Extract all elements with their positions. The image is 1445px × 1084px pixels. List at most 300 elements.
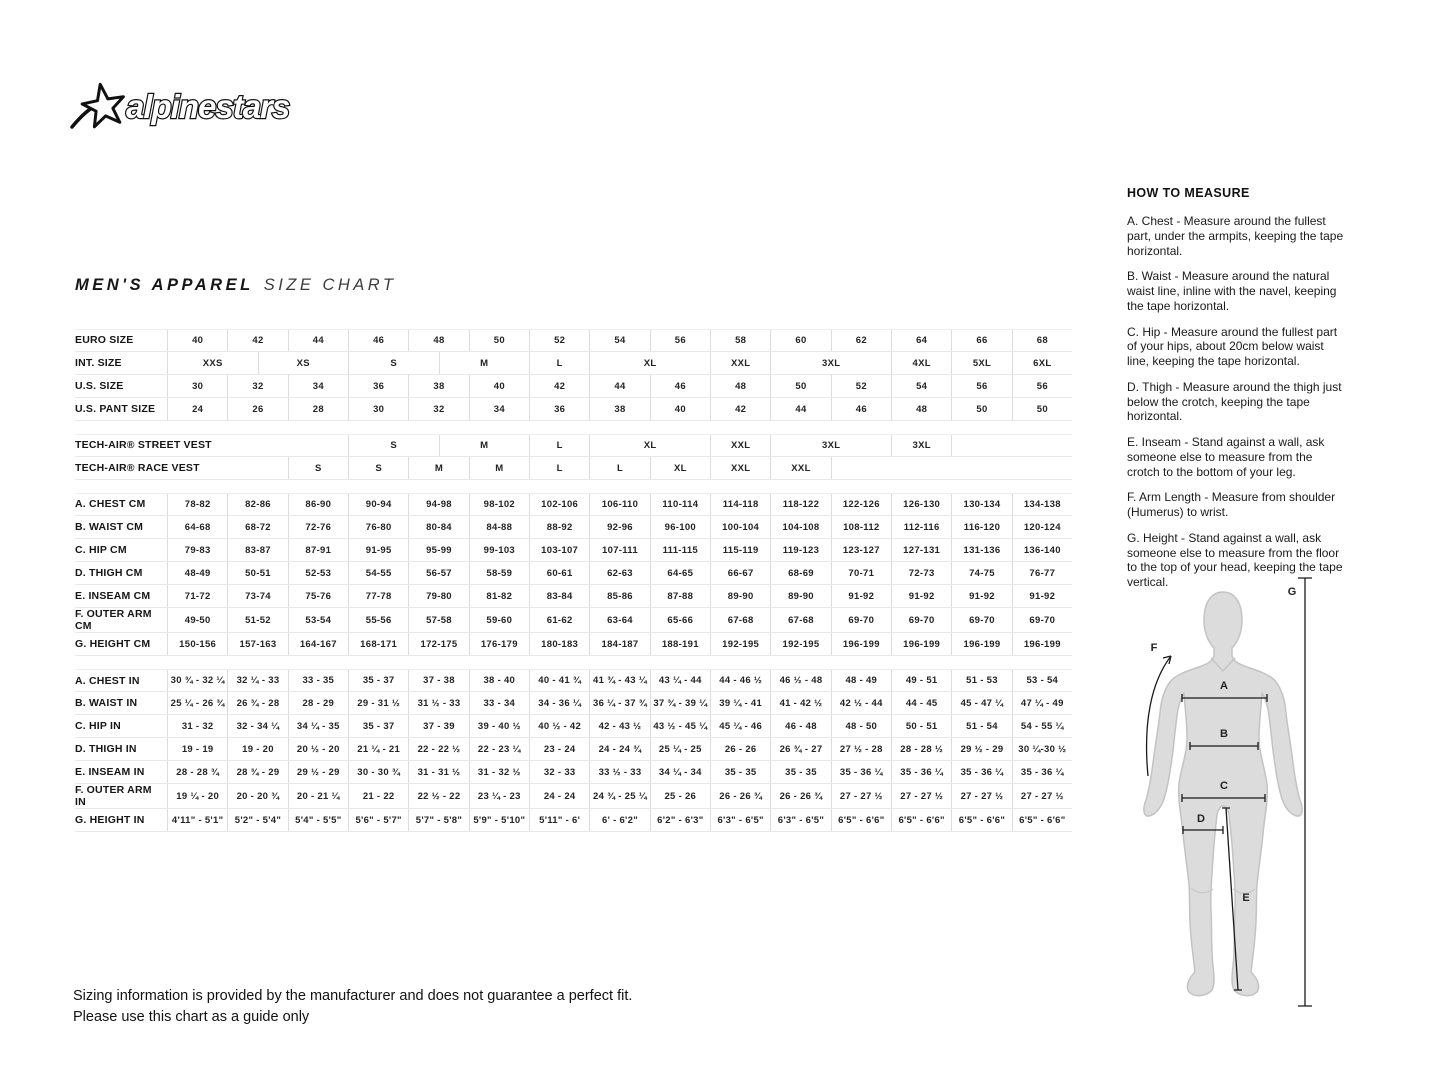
table-cell: 36 ¼ - 37 ¾ — [589, 692, 649, 714]
table-cell: 38 — [589, 398, 649, 420]
table-cell: 91-92 — [891, 585, 951, 607]
table-cell: 28 ¾ - 29 — [227, 761, 287, 783]
row-label: E. INSEAM IN — [75, 766, 145, 779]
table-cell: 50 — [951, 398, 1011, 420]
table-cell: XS — [258, 352, 349, 374]
table-cell: 48-49 — [167, 562, 227, 584]
alpinestars-logo — [70, 78, 330, 141]
table-row — [75, 516, 1072, 539]
table-cell: 26 - 26 ¾ — [710, 784, 770, 808]
measure-instruction: C. Hip - Measure around the fullest part of your hips, about 20cm below waist line, keeping the tape horizontal. — [1127, 324, 1338, 368]
table-cell: 123-127 — [831, 539, 891, 561]
table-cell: 44 — [770, 398, 830, 420]
table-cell: 42 ½ - 44 — [831, 692, 891, 714]
table-cell: 46 — [348, 330, 408, 351]
table-cell: 70-71 — [831, 562, 891, 584]
table-cell: 30 ¾ - 32 ¼ — [167, 670, 227, 691]
table-cell: 72-76 — [288, 516, 348, 538]
table-cell: 35 - 35 — [770, 761, 830, 783]
table-cell: M — [439, 352, 530, 374]
table-cell: 27 - 27 ½ — [831, 784, 891, 808]
table-cell: 176-179 — [469, 633, 529, 655]
table-cell: 99-103 — [469, 539, 529, 561]
table-cell: 55-56 — [348, 608, 408, 632]
table-cell: 28 - 28 ½ — [891, 738, 951, 760]
table-cell: 64-65 — [650, 562, 710, 584]
table-cell: M — [439, 435, 530, 456]
table-cell: 172-175 — [408, 633, 468, 655]
table-cell: 34 — [469, 398, 529, 420]
table-cell: 108-112 — [831, 516, 891, 538]
table-cell: 21 - 22 — [348, 784, 408, 808]
table-cell: 168-171 — [348, 633, 408, 655]
table-row — [75, 352, 1072, 375]
table-cell: 62-63 — [589, 562, 649, 584]
table-cell: XXS — [167, 352, 258, 374]
table-cell: 56 — [1012, 375, 1072, 397]
table-cell: 33 - 35 — [288, 670, 348, 691]
table-cell: 38 — [408, 375, 468, 397]
table-cell: M — [408, 457, 468, 479]
table-cell: 50 - 51 — [891, 715, 951, 737]
measure-instruction: D. Thigh - Measure around the thigh just below the crotch, keeping the tape horizontal. — [1127, 379, 1342, 424]
table-cell: 54-55 — [348, 562, 408, 584]
table-cell: 31 - 32 — [167, 715, 227, 737]
table-cell: 33 ½ - 33 — [589, 761, 649, 783]
table-cell: 35 - 36 ¼ — [831, 761, 891, 783]
table-cell: 82-86 — [227, 494, 287, 515]
table-cell: 5XL — [951, 352, 1011, 374]
table-cell: 42 — [529, 375, 589, 397]
table-cell: 4'11" - 5'1" — [167, 809, 227, 831]
table-cell: 19 - 19 — [167, 738, 227, 760]
table-cell: 102-106 — [529, 494, 589, 515]
table-cell: 25 ¼ - 25 — [650, 738, 710, 760]
table-cell: 73-74 — [227, 585, 287, 607]
how-to-measure-panel — [1127, 186, 1345, 601]
table-cell: 5'11" - 6' — [529, 809, 589, 831]
table-cell: 38 - 40 — [469, 670, 529, 691]
label-g: G — [1287, 586, 1297, 598]
table-cell: 51-52 — [227, 608, 287, 632]
measure-instruction: G. Height - Stand against a wall, ask someone else to measure from the floor to the top of your head, keeping the tape vertical. — [1127, 530, 1343, 589]
table-cell: 196-199 — [891, 633, 951, 655]
table-cell: 6'2" - 6'3" — [650, 809, 710, 831]
row-label: B. WAIST CM — [75, 520, 144, 533]
table-cell: 43 ½ - 45 ¼ — [650, 715, 710, 737]
row-label: TECH-AIR® RACE VEST — [75, 461, 200, 474]
table-cell: 62 — [831, 330, 891, 351]
table-cell: 28 — [288, 398, 348, 420]
table-cell: 83-87 — [227, 539, 287, 561]
table-cell: 77-78 — [348, 585, 408, 607]
table-cell: 64-68 — [167, 516, 227, 538]
table-cell: 40 — [167, 330, 227, 351]
table-cell: 80-84 — [408, 516, 468, 538]
table-cell: 112-116 — [891, 516, 951, 538]
table-cell: 3XL — [770, 435, 891, 456]
table-cell: 54 — [589, 330, 649, 351]
table-cell: 6XL — [1012, 352, 1072, 374]
table-cell: 53 - 54 — [1012, 670, 1072, 691]
table-cell: 122-126 — [831, 494, 891, 515]
table-cell: 35 - 37 — [348, 670, 408, 691]
table-cell: 60-61 — [529, 562, 589, 584]
table-cell: 61-62 — [529, 608, 589, 632]
table-cell: 54 — [891, 375, 951, 397]
table-cell: 52 — [529, 330, 589, 351]
table-cell: 196-199 — [951, 633, 1011, 655]
row-label: E. INSEAM CM — [75, 589, 151, 602]
table-group — [75, 434, 1072, 480]
table-cell: 35 - 36 ¼ — [1012, 761, 1072, 783]
table-cell: 3XL — [770, 352, 891, 374]
table-cell: 50 — [469, 330, 529, 351]
table-cell: 52-53 — [288, 562, 348, 584]
logo-wordmark: alpinestars — [126, 88, 290, 125]
table-cell: 22 - 23 ¼ — [469, 738, 529, 760]
table-cell: 22 ½ - 22 — [408, 784, 468, 808]
table-cell: 89-90 — [710, 585, 770, 607]
table-cell: 45 - 47 ¼ — [951, 692, 1011, 714]
table-row — [75, 434, 1072, 457]
table-cell: 34 ¼ - 35 — [288, 715, 348, 737]
table-cell: 78-82 — [167, 494, 227, 515]
table-cell: 196-199 — [1012, 633, 1072, 655]
table-group — [75, 493, 1072, 656]
measure-instruction: E. Inseam - Stand against a wall, ask someone else to measure from the crotch to the bottom of your leg. — [1127, 435, 1325, 479]
table-cell: 30 ¼-30 ½ — [1012, 738, 1072, 760]
table-cell: L — [589, 457, 649, 479]
table-cell: 57-58 — [408, 608, 468, 632]
row-label: F. OUTER ARM IN — [75, 784, 152, 809]
table-cell: 27 - 27 ½ — [1012, 784, 1072, 808]
table-cell: 92-96 — [589, 516, 649, 538]
table-cell: 87-88 — [650, 585, 710, 607]
table-cell: 28 - 28 ¾ — [167, 761, 227, 783]
table-cell: 120-124 — [1012, 516, 1072, 538]
table-cell: 114-118 — [710, 494, 770, 515]
table-cell: 40 — [469, 375, 529, 397]
table-cell: 184-187 — [589, 633, 649, 655]
table-cell: 28 - 29 — [288, 692, 348, 714]
table-row — [75, 738, 1072, 761]
table-cell: 106-110 — [589, 494, 649, 515]
table-cell: 24 - 24 ¾ — [589, 738, 649, 760]
table-cell: 58-59 — [469, 562, 529, 584]
table-cell: XL — [589, 435, 710, 456]
table-cell: 32 — [408, 398, 468, 420]
table-cell: 41 ¾ - 43 ¼ — [589, 670, 649, 691]
table-cell: S — [288, 457, 348, 479]
table-cell: 35 - 36 ¼ — [951, 761, 1011, 783]
table-cell: 35 - 35 — [710, 761, 770, 783]
alpinestars-star-icon — [82, 84, 123, 127]
table-cell: 88-92 — [529, 516, 589, 538]
how-to-measure-heading: HOW TO MEASURE — [1127, 186, 1250, 200]
table-cell: 58 — [710, 330, 770, 351]
table-cell: 37 ¾ - 39 ¼ — [650, 692, 710, 714]
table-cell: XXL — [710, 435, 770, 456]
height-measure-line — [1298, 578, 1312, 1006]
table-cell: 104-108 — [770, 516, 830, 538]
label-d: D — [1197, 813, 1205, 825]
table-cell: 40 ½ - 42 — [529, 715, 589, 737]
table-cell: 42 — [710, 398, 770, 420]
table-cell: 30 - 30 ¾ — [348, 761, 408, 783]
table-group — [75, 329, 1072, 421]
table-cell: 29 ½ - 29 — [951, 738, 1011, 760]
table-cell: 134-138 — [1012, 494, 1072, 515]
table-cell: M — [469, 457, 529, 479]
table-cell: 27 - 27 ½ — [951, 784, 1011, 808]
table-cell: 91-92 — [831, 585, 891, 607]
table-cell: 79-80 — [408, 585, 468, 607]
table-cell: 48 — [710, 375, 770, 397]
label-e: E — [1242, 892, 1250, 904]
title-primary: MEN'S APPAREL — [75, 276, 254, 294]
table-cell: 118-122 — [770, 494, 830, 515]
table-cell: XXL — [770, 457, 830, 479]
table-row — [75, 809, 1072, 832]
table-cell: 6'5" - 6'6" — [831, 809, 891, 831]
table-row — [75, 633, 1072, 656]
table-cell: 136-140 — [1012, 539, 1072, 561]
table-cell: 37 - 39 — [408, 715, 468, 737]
table-cell: 6'5" - 6'6" — [951, 809, 1011, 831]
table-cell: 96-100 — [650, 516, 710, 538]
table-cell: 19 ¼ - 20 — [167, 784, 227, 808]
table-cell: 35 - 36 ¼ — [891, 761, 951, 783]
table-cell: 74-75 — [951, 562, 1011, 584]
table-cell: 42 — [227, 330, 287, 351]
measure-instructions — [1127, 214, 1345, 590]
table-cell: 25 - 26 — [650, 784, 710, 808]
table-cell: XXL — [710, 352, 770, 374]
table-cell: 34 — [288, 375, 348, 397]
table-row — [75, 562, 1072, 585]
table-cell: 68-72 — [227, 516, 287, 538]
table-cell: 54 - 55 ¼ — [1012, 715, 1072, 737]
table-row — [75, 457, 1072, 480]
table-cell: 188-191 — [650, 633, 710, 655]
table-cell: 52 — [831, 375, 891, 397]
table-cell: 32 — [227, 375, 287, 397]
table-row — [75, 692, 1072, 715]
table-cell: 157-163 — [227, 633, 287, 655]
table-cell: 42 - 43 ½ — [589, 715, 649, 737]
table-cell: 22 - 22 ½ — [408, 738, 468, 760]
row-label: U.S. SIZE — [75, 379, 124, 392]
table-cell: 26 ¾ - 28 — [227, 692, 287, 714]
table-cell: 30 — [348, 398, 408, 420]
table-cell: 5'2" - 5'4" — [227, 809, 287, 831]
table-cell: 91-92 — [1012, 585, 1072, 607]
page-title — [75, 276, 396, 295]
table-cell: 127-131 — [891, 539, 951, 561]
table-row — [75, 539, 1072, 562]
table-cell: 4XL — [891, 352, 951, 374]
table-cell: 5'9" - 5'10" — [469, 809, 529, 831]
table-cell: XL — [589, 352, 710, 374]
table-cell: 95-99 — [408, 539, 468, 561]
table-cell: 31 - 31 ½ — [408, 761, 468, 783]
table-cell: 196-199 — [831, 633, 891, 655]
table-cell: 6' - 6'2" — [589, 809, 649, 831]
table-cell: 33 - 34 — [469, 692, 529, 714]
label-a: A — [1220, 680, 1228, 692]
table-cell: 20 ½ - 20 — [288, 738, 348, 760]
table-cell: 111-115 — [650, 539, 710, 561]
alpinestars-logo-svg — [70, 78, 330, 136]
measure-instruction: F. Arm Length - Measure from shoulder (Humerus) to wrist. — [1127, 490, 1336, 519]
row-label: G. HEIGHT IN — [75, 814, 145, 827]
table-row — [75, 669, 1072, 692]
table-cell: 37 - 38 — [408, 670, 468, 691]
table-cell: 5'7" - 5'8" — [408, 809, 468, 831]
table-cell: 46 — [831, 398, 891, 420]
table-cell: 39 ¼ - 41 — [710, 692, 770, 714]
table-cell: 3XL — [891, 435, 951, 456]
table-cell: 19 - 20 — [227, 738, 287, 760]
label-b: B — [1220, 728, 1228, 740]
table-cell: 68-69 — [770, 562, 830, 584]
table-cell: 32 ¼ - 33 — [227, 670, 287, 691]
table-row — [75, 784, 1072, 809]
table-cell: 50 — [770, 375, 830, 397]
table-cell: 192-195 — [710, 633, 770, 655]
table-cell: 6'5" - 6'6" — [891, 809, 951, 831]
table-cell: 27 - 27 ½ — [891, 784, 951, 808]
empty-cell — [951, 435, 1072, 456]
row-label: TECH-AIR® STREET VEST — [75, 439, 212, 452]
table-cell: 6'5" - 6'6" — [1012, 809, 1072, 831]
table-cell: 59-60 — [469, 608, 529, 632]
row-label: INT. SIZE — [75, 356, 122, 369]
table-cell: 69-70 — [831, 608, 891, 632]
table-cell: 41 - 42 ½ — [770, 692, 830, 714]
table-cell: 69-70 — [1012, 608, 1072, 632]
table-cell: 130-134 — [951, 494, 1011, 515]
table-cell: 107-111 — [589, 539, 649, 561]
body-diagram-svg — [1135, 558, 1345, 1038]
table-row — [75, 375, 1072, 398]
table-cell: S — [348, 457, 408, 479]
table-cell: 44 - 45 — [891, 692, 951, 714]
table-cell: 72-73 — [891, 562, 951, 584]
table-cell: 67-68 — [710, 608, 770, 632]
table-cell: 69-70 — [951, 608, 1011, 632]
row-label: F. OUTER ARM CM — [75, 608, 152, 633]
table-cell: 131-136 — [951, 539, 1011, 561]
table-cell: L — [529, 352, 589, 374]
table-cell: 91-95 — [348, 539, 408, 561]
table-cell: 85-86 — [589, 585, 649, 607]
row-label: C. HIP IN — [75, 720, 121, 733]
row-label: U.S. PANT SIZE — [75, 402, 156, 415]
table-cell: 40 — [650, 398, 710, 420]
table-cell: 20 - 20 ¾ — [227, 784, 287, 808]
table-cell: 64 — [891, 330, 951, 351]
table-cell: 48 - 50 — [831, 715, 891, 737]
table-cell: 21 ¼ - 21 — [348, 738, 408, 760]
table-cell: 68 — [1012, 330, 1072, 351]
table-cell: 48 — [408, 330, 468, 351]
measure-instruction: B. Waist - Measure around the natural waist line, inline with the navel, keeping the tape horizontal. — [1127, 269, 1337, 313]
table-cell: 26 - 26 ¾ — [770, 784, 830, 808]
row-label: A. CHEST CM — [75, 498, 146, 511]
table-cell: 119-123 — [770, 539, 830, 561]
table-cell: 110-114 — [650, 494, 710, 515]
table-cell: 49 - 51 — [891, 670, 951, 691]
table-cell: 180-183 — [529, 633, 589, 655]
table-cell: 24 — [167, 398, 227, 420]
table-cell: 79-83 — [167, 539, 227, 561]
table-row — [75, 585, 1072, 608]
table-cell: 5'6" - 5'7" — [348, 809, 408, 831]
table-cell: 35 - 37 — [348, 715, 408, 737]
table-cell: 86-90 — [288, 494, 348, 515]
table-cell: 23 - 24 — [529, 738, 589, 760]
table-cell: 36 — [348, 375, 408, 397]
table-row — [75, 761, 1072, 784]
empty-cell — [831, 457, 1072, 479]
table-cell: 50 — [1012, 398, 1072, 420]
table-cell: 6'3" - 6'5" — [770, 809, 830, 831]
row-label: C. HIP CM — [75, 543, 127, 556]
table-cell: 24 ¾ - 25 ¼ — [589, 784, 649, 808]
row-label: EURO SIZE — [75, 334, 134, 347]
table-cell: 39 - 40 ½ — [469, 715, 529, 737]
table-cell: 26 - 26 — [710, 738, 770, 760]
size-table — [75, 329, 1072, 845]
table-cell: 126-130 — [891, 494, 951, 515]
table-cell: 49-50 — [167, 608, 227, 632]
table-row — [75, 398, 1072, 421]
label-f: F — [1150, 642, 1158, 654]
table-cell: 34 - 36 ¼ — [529, 692, 589, 714]
table-cell: 32 - 33 — [529, 761, 589, 783]
table-cell: 44 - 46 ½ — [710, 670, 770, 691]
label-c: C — [1220, 780, 1228, 792]
table-cell: 192-195 — [770, 633, 830, 655]
table-cell: 87-91 — [288, 539, 348, 561]
table-cell: 47 ¼ - 49 — [1012, 692, 1072, 714]
table-row — [75, 608, 1072, 633]
table-cell: 71-72 — [167, 585, 227, 607]
table-cell: 26 ¾ - 27 — [770, 738, 830, 760]
table-cell: 48 - 49 — [831, 670, 891, 691]
table-row — [75, 715, 1072, 738]
table-cell: 83-84 — [529, 585, 589, 607]
row-label: A. CHEST IN — [75, 674, 140, 687]
table-cell: 56 — [951, 375, 1011, 397]
table-cell: S — [348, 352, 439, 374]
table-cell: 23 ¼ - 23 — [469, 784, 529, 808]
table-cell: 60 — [770, 330, 830, 351]
table-cell: 32 - 34 ¼ — [227, 715, 287, 737]
table-cell: 46 - 48 — [770, 715, 830, 737]
table-cell: 63-64 — [589, 608, 649, 632]
table-cell: 29 - 31 ½ — [348, 692, 408, 714]
body-measurement-diagram — [1135, 558, 1345, 1043]
table-cell: 27 ½ - 28 — [831, 738, 891, 760]
table-cell: 36 — [529, 398, 589, 420]
table-cell: 31 ½ - 33 — [408, 692, 468, 714]
table-cell: 43 ¼ - 44 — [650, 670, 710, 691]
row-label: G. HEIGHT CM — [75, 638, 151, 651]
table-cell: 45 ¼ - 46 — [710, 715, 770, 737]
